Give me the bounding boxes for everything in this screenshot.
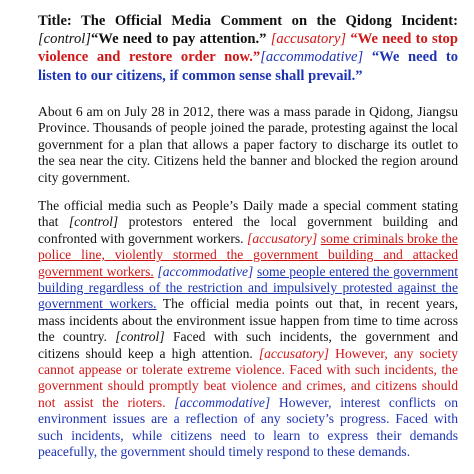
accusatory-tag-2: [accusatory] — [258, 345, 330, 361]
accusatory-text-1: some criminals broke the police line, violently stormed the government building and attacked government workers. — [38, 230, 458, 279]
title-accommodative-tag: [accommodative] — [260, 49, 364, 66]
accusatory-tag-1: [accusatory] — [247, 230, 318, 246]
title-accusatory-tag: [accusatory] — [270, 31, 347, 48]
document-title — [38, 12, 458, 85]
title-accommodative-quote: “We need to listen to our citizens, if common sense shall prevail.” — [38, 49, 458, 84]
paragraph-media-comment — [38, 198, 458, 461]
control-text-2: Faced with such incidents, the government and citizens should keep a high attention. — [38, 329, 458, 361]
accommodative-text-1: some people entered the government building regardless of the restriction and impulsively protested against the government workers. — [38, 263, 459, 312]
title-accusatory-quote: “We need to stop violence and restore order now.” — [38, 31, 458, 66]
paragraph-background: About 6 am on July 28 in 2012, there was a mass parade in Qidong, Jiangsu Province. Thousands of people joined the parade, protesting against the local government for a plan that allows a paper factory to discharge its outlet to the sea near the city. Citizens held the banner and blocked the region around city government. — [38, 104, 458, 185]
accusatory-text-2: However, any society cannot appease or tolerate extreme violence. Faced with such incidents, the government should promptly beat violence and crimes, and citizens should not assist the rioters. — [38, 345, 459, 410]
accommodative-tag-1: [accommodative] — [157, 263, 254, 279]
title-prefix: Title: The Official Media Comment on the Qidong Incident: — [38, 13, 458, 29]
title-control-quote: “We need to pay attention.” — [90, 31, 267, 48]
title-control-tag: [control] — [38, 31, 91, 48]
control-tag-2: [control] — [115, 329, 165, 345]
control-text-1: protestors entered the local government building and confronted with government workers. — [38, 214, 458, 246]
control-tag-1: [control] — [68, 214, 119, 230]
accommodative-tag-2: [accommodative] — [174, 394, 271, 410]
accommodative-text-2: However, interest conflicts on environment issues are a reflection of any society’s progress. Faced with such incidents, while citizens need to learn to express their demands peacefully, the government should timely respond to these demands. — [38, 394, 458, 460]
neutral-text-1: The official media points out that, in recent years, mass incidents about the environment issue happen from time to time across the country. — [38, 296, 459, 345]
media-intro: The official media such as People’s Daily made a special comment stating that — [38, 198, 458, 230]
